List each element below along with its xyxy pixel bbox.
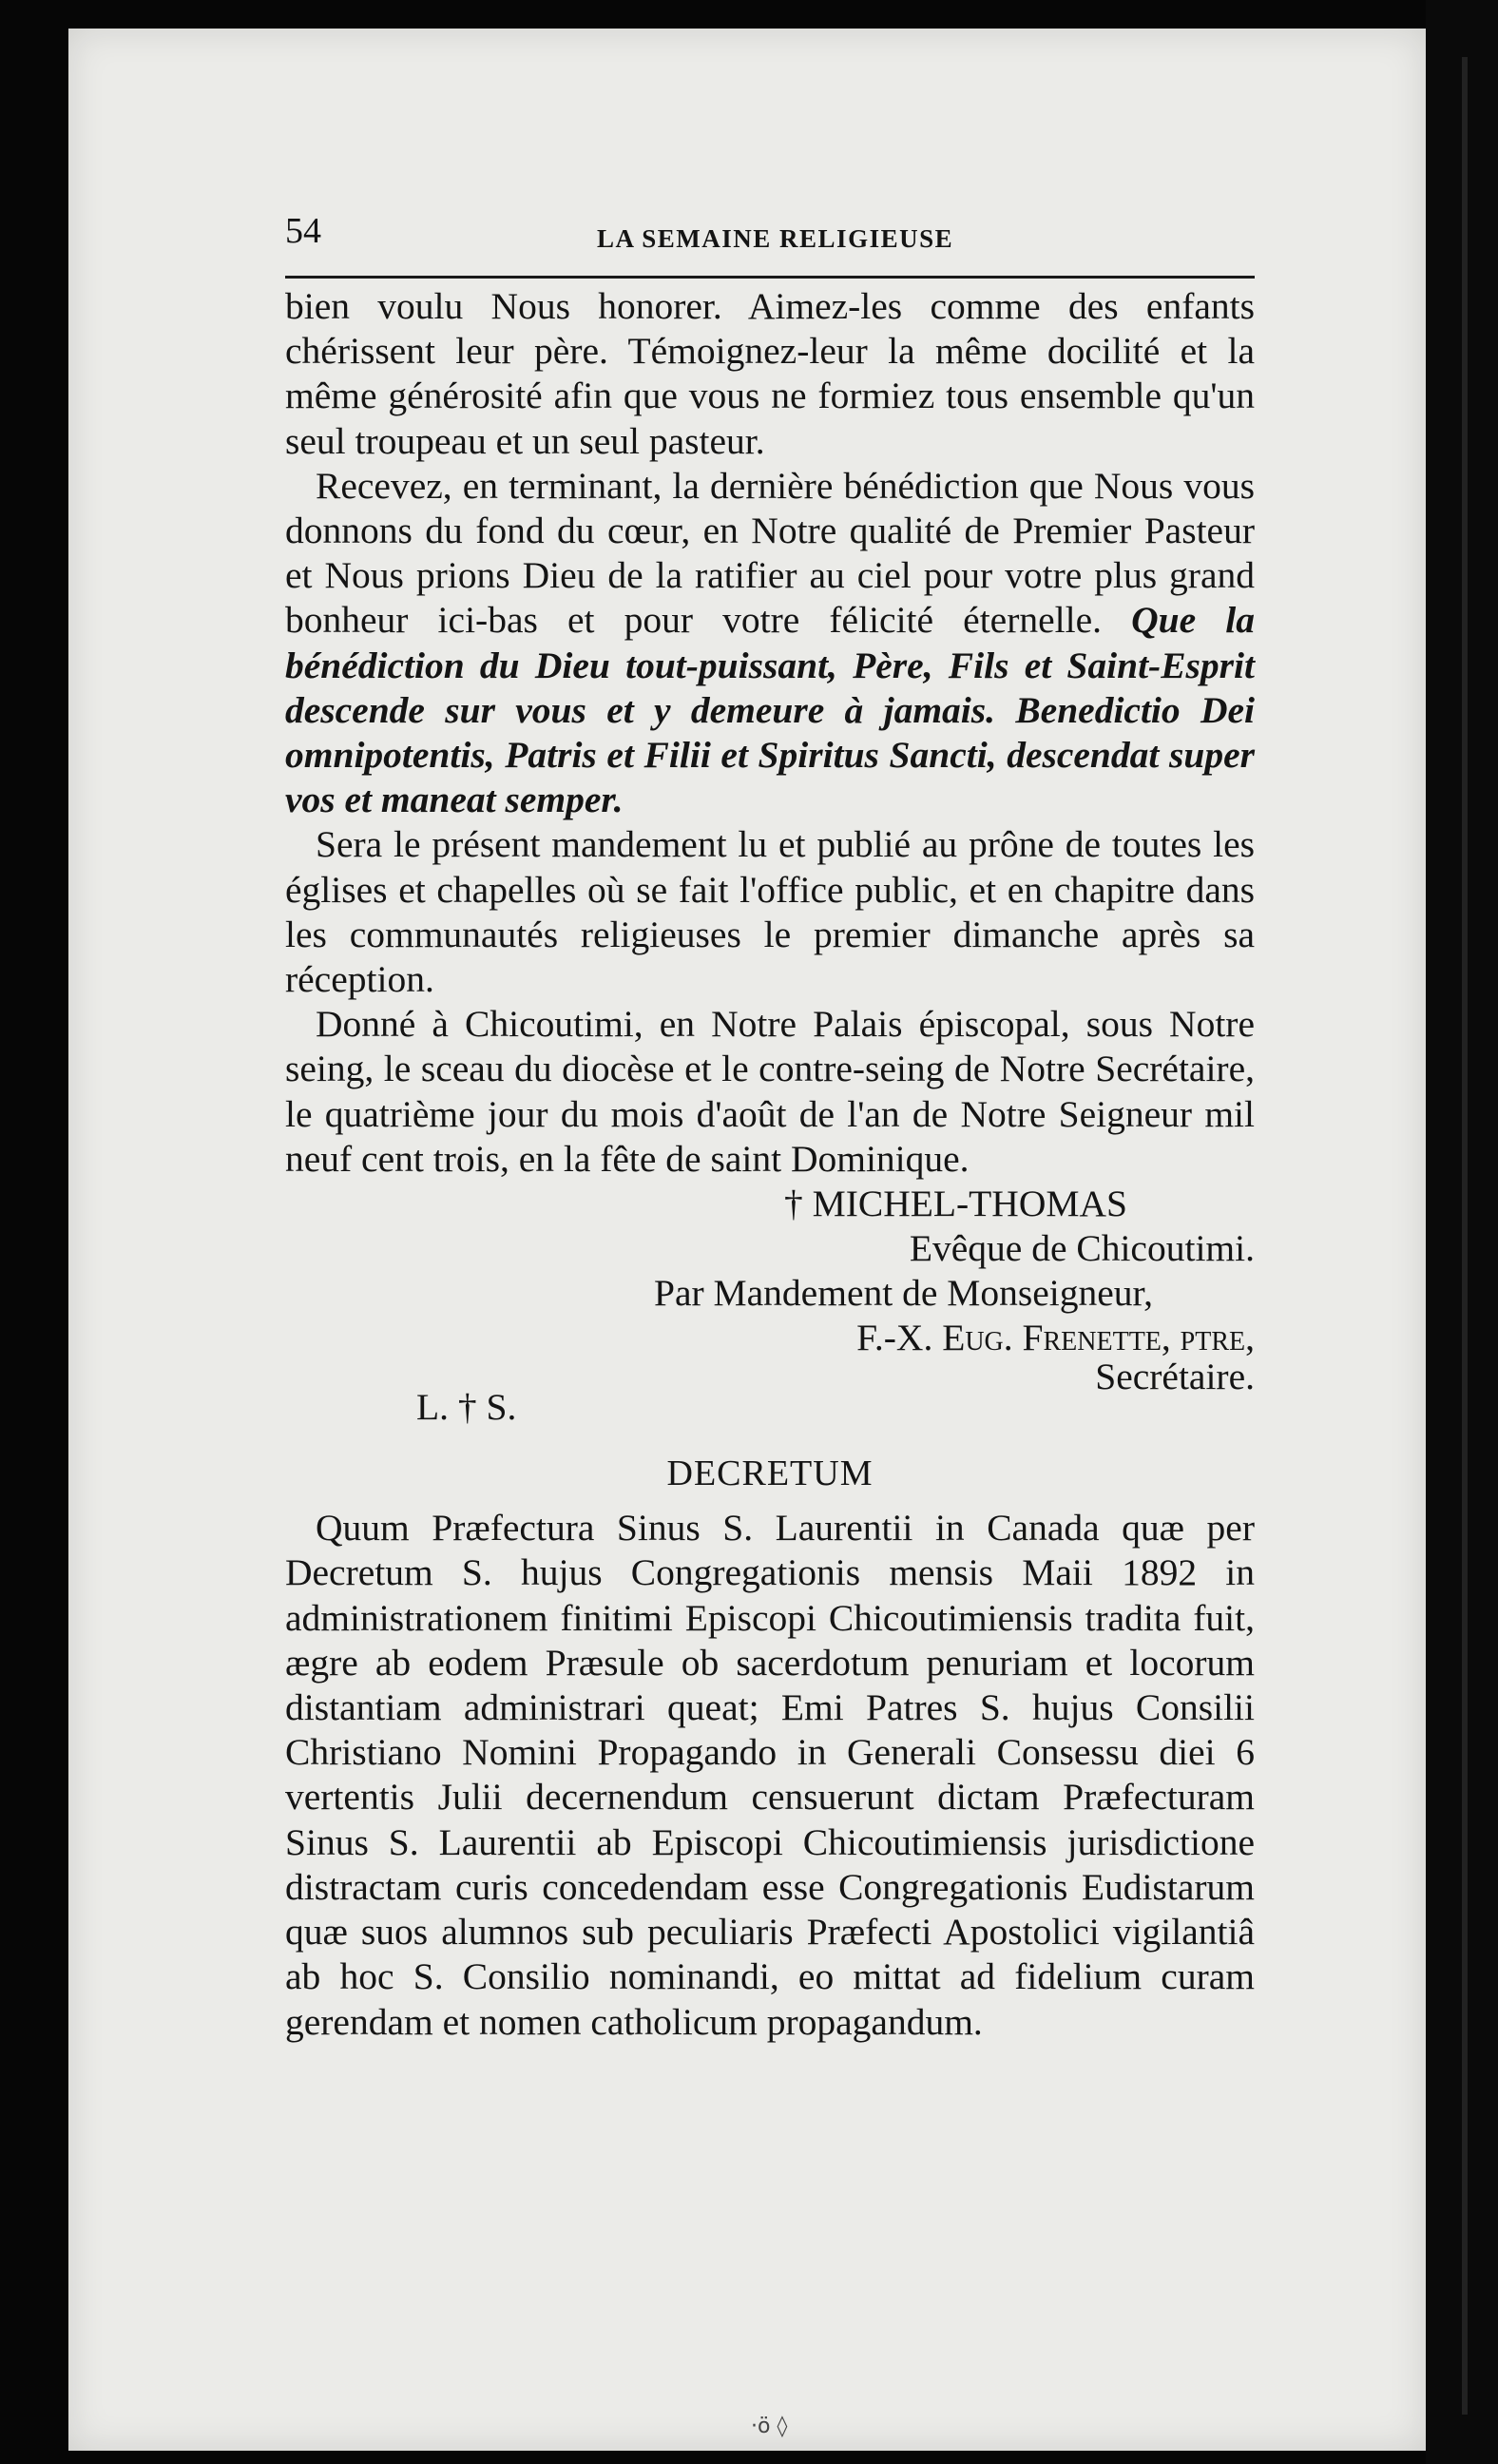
decretum-text: Quum Præfectura Sinus S. Laurentii in Canada quæ per Decretum S. hujus Congregationis mensis Maii 1892 in administrationem finitimi Episcopi Chicoutimiensis tradita fuit, ægre ab eodem Præsule ob sacerdotum penuriam et locorum distantiam administrari queat; Emi Patres S. hujus Consilii Christiano Nomini Propagando in Generali Consessu diei 6 vertentis Julii decernendum censuerunt dictam Præfecturam Sinus S. Laurentii ab Episcopi Chicoutimiensis jurisdictione distractam curis concedendam esse Congregationis Eudistarum quæ suos alumnos sub peculiaris Præfecti Apostolici vigilantiâ ab hoc S. Consilio nominandi, eo mittat ad fidelium curam gerendam et nomen catholicum propagandum. (285, 1507, 1255, 2043)
paragraph-3: Sera le présent mandement lu et publié au prône de toutes les églises et chapelles où se fait l'office public, et en chapitre dans les communautés religieuses le premier dimanche après sa réception. (285, 823, 1255, 1001)
seal-row (285, 1356, 1255, 1450)
page-number: 54 (285, 211, 321, 251)
signature-secretary: F.-X. Eug. Frenette, ptre, (856, 1317, 1255, 1359)
paragraph-2 (285, 464, 1255, 823)
signature-mandate: Par Mandement de Monseigneur, (654, 1272, 1153, 1315)
paragraph-2-roman: Recevez, en terminant, la dernière bénédiction que Nous vous donnons du fond du cœur, en Notre qualité de Premier Pasteur et Nous prions Dieu de la ratifier au ciel pour votre plus grand bonheur ici-bas et pour votre félicité éternelle. (285, 464, 1255, 642)
decretum-heading: DECRETUM (666, 1453, 874, 1494)
signature-name: † MICHEL-THOMAS (784, 1183, 1127, 1225)
footer-mark: ·ö ◊ (751, 2415, 788, 2438)
paragraph-1: bien voulu Nous honorer. Aimez-les comme des enfants chérissent leur père. Témoignez-leur la même docilité et la même générosité afin que vous ne formiez tous ensemble qu'un seul troupeau et un seul pasteur. (285, 285, 1255, 462)
page-content (285, 209, 1255, 2045)
journal-title: LA SEMAINE RELIGIEUSE (597, 224, 954, 253)
paragraph-2-italic: Que la bénédiction du Dieu tout-puissant, Père, Fils et Saint-Esprit descende sur vous et y demeure à jamais. Benedictio Dei omnipotentis, Patris et Filii et Spiritus Sancti, descendat super vos et maneat semper. (285, 599, 1255, 821)
seal-mark: L. † S. (416, 1386, 517, 1429)
paragraph-4: Donné à Chicoutimi, en Notre Palais épiscopal, sous Notre seing, le sceau du diocèse et le contre-seing de Notre Secrétaire, le quatrième jour du mois d'août de l'an de Notre Seigneur mil neuf cent trois, en la fête de saint Dominique. (285, 1003, 1255, 1180)
running-head (285, 209, 1255, 279)
secretary-role: Secrétaire. (1095, 1356, 1255, 1398)
page-edge-line (1462, 57, 1468, 2415)
signature-title: Evêque de Chicoutimi. (909, 1227, 1255, 1270)
